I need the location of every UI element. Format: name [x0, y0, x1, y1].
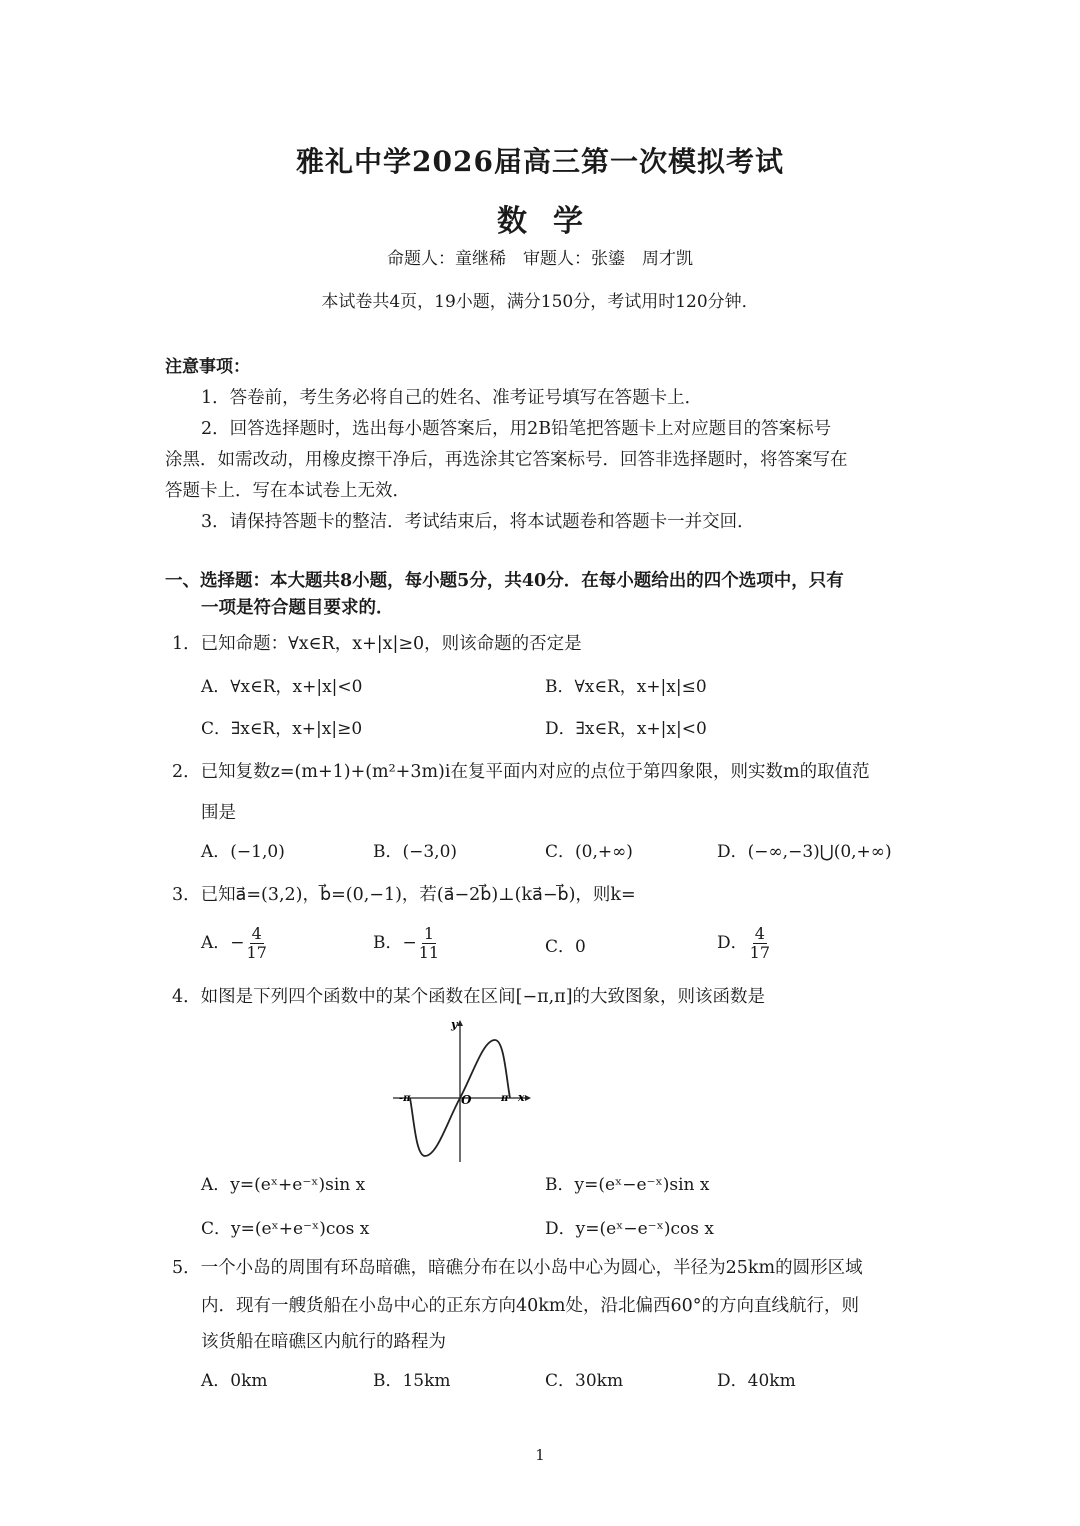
section-1-heading-line-2: 一项是符合题目要求的． [201, 598, 394, 618]
function-graph [385, 1012, 535, 1164]
y-axis-arrow-icon [457, 1020, 463, 1026]
y-axis-label: y [451, 1018, 458, 1031]
notice-item-2-line-2: 涂黑．如需改动，用橡皮擦干净后，再选涂其它答案标号．回答非选择题时，将答案写在 [165, 450, 848, 470]
question-2-option-c: C．(0,+∞) [545, 842, 633, 862]
question-1-option-c: C．∃x∈R，x+|x|≥0 [201, 719, 363, 739]
option-d-fraction [750, 926, 770, 961]
question-2-option-b: B．(−3,0) [373, 842, 458, 862]
question-1-stem: 1．已知命题：∀x∈R，x+|x|≥0，则该命题的否定是 [172, 634, 582, 654]
fraction-numerator: 4 [754, 924, 765, 943]
option-b-sign: − [402, 933, 417, 953]
fraction-numerator: 4 [251, 924, 262, 943]
pi-label: π [501, 1093, 509, 1104]
question-3-option-c: C．0 [545, 937, 586, 957]
question-1-option-b: B．∀x∈R，x+|x|≤0 [545, 677, 707, 697]
x-axis-arrow-icon [525, 1095, 531, 1101]
question-5-option-a: A．0km [201, 1371, 268, 1391]
fraction-denominator: 17 [246, 943, 267, 962]
page-number: 1 [535, 1446, 545, 1464]
section-1-heading-line-1: 一、选择题：本大题共8小题，每小题5分，共40分．在每小题给出的四个选项中，只有 [165, 571, 844, 591]
notice-heading: 注意事项： [165, 357, 250, 377]
option-a-label: A． [201, 933, 231, 953]
fraction-denominator: 11 [418, 943, 440, 962]
question-2-stem-line-2: 围是 [201, 803, 236, 823]
question-5-option-d: D．40km [717, 1371, 796, 1391]
question-5-stem-line-1: 5．一个小岛的周围有环岛暗礁，暗礁分布在以小岛中心为圆心，半径为25km的圆形区域 [172, 1258, 863, 1278]
question-5-stem-line-2: 内．现有一艘货船在小岛中心的正东方向40km处，沿北偏西60°的方向直线航行，则 [201, 1296, 859, 1316]
authors-line: 命题人：童继稀 审题人：张鎏 周才凯 [387, 249, 693, 269]
origin-label: O [461, 1093, 472, 1107]
question-5-option-c: C．30km [545, 1371, 624, 1391]
question-4-option-a: A．y=(eˣ+e⁻ˣ)sin x [201, 1175, 366, 1195]
question-3-stem: 3．已知a⃗=(3,2)，b⃗=(0,−1)，若(a⃗−2b⃗)⊥(ka⃗−b⃗)，则k= [172, 885, 636, 905]
question-3-option-b [373, 926, 441, 961]
option-d-label: D． [717, 933, 748, 953]
question-3-option-d [717, 926, 772, 961]
x-axis-label: x [518, 1091, 525, 1104]
question-2-option-a: A．(−1,0) [201, 842, 285, 862]
question-4-option-c: C．y=(eˣ+e⁻ˣ)cos x [201, 1219, 370, 1239]
option-a-sign: − [230, 933, 245, 953]
question-2-option-d: D．(−∞,−3)⋃(0,+∞) [717, 842, 892, 862]
question-4-stem: 4．如图是下列四个函数中的某个函数在区间[−π,π]的大致图象，则该函数是 [172, 987, 766, 1007]
exam-title: 雅礼中学2026届高三第一次模拟考试 [296, 145, 784, 178]
question-5-stem-line-3: 该货船在暗礁区内航行的路程为 [201, 1332, 446, 1352]
question-4-option-b: B．y=(eˣ−e⁻ˣ)sin x [545, 1175, 710, 1195]
notice-item-3: 3．请保持答题卡的整洁．考试结束后，将本试题卷和答题卡一并交回． [201, 512, 755, 532]
fraction-numerator: 1 [423, 924, 435, 943]
fraction-denominator: 17 [749, 943, 770, 962]
neg-pi-label: -π [399, 1093, 411, 1104]
question-5-option-b: B．15km [373, 1371, 451, 1391]
question-4-option-d: D．y=(eˣ−e⁻ˣ)cos x [545, 1219, 714, 1239]
notice-item-2-line-1: 2．回答选择题时，选出每小题答案后，用2B铅笔把答题卡上对应题目的答案标号 [201, 419, 832, 439]
question-1-option-a: A．∀x∈R，x+|x|<0 [201, 677, 363, 697]
question-2-stem-line-1: 2．已知复数z=(m+1)+(m²+3m)i在复平面内对应的点位于第四象限，则实数m的取值范 [172, 762, 870, 782]
option-b-fraction [419, 926, 439, 961]
exam-info: 本试卷共4页，19小题，满分150分，考试用时120分钟． [321, 292, 759, 312]
subject-title: 数学 [497, 204, 609, 239]
question-1-option-d: D．∃x∈R，x+|x|<0 [545, 719, 707, 739]
option-b-label: B． [373, 933, 403, 953]
option-a-fraction [247, 926, 267, 961]
notice-item-2-line-3: 答题卡上．写在本试卷上无效． [165, 481, 410, 501]
question-3-option-a [201, 926, 269, 961]
notice-item-1: 1．答卷前，考生务必将自己的姓名、准考证号填写在答题卡上． [201, 388, 703, 408]
